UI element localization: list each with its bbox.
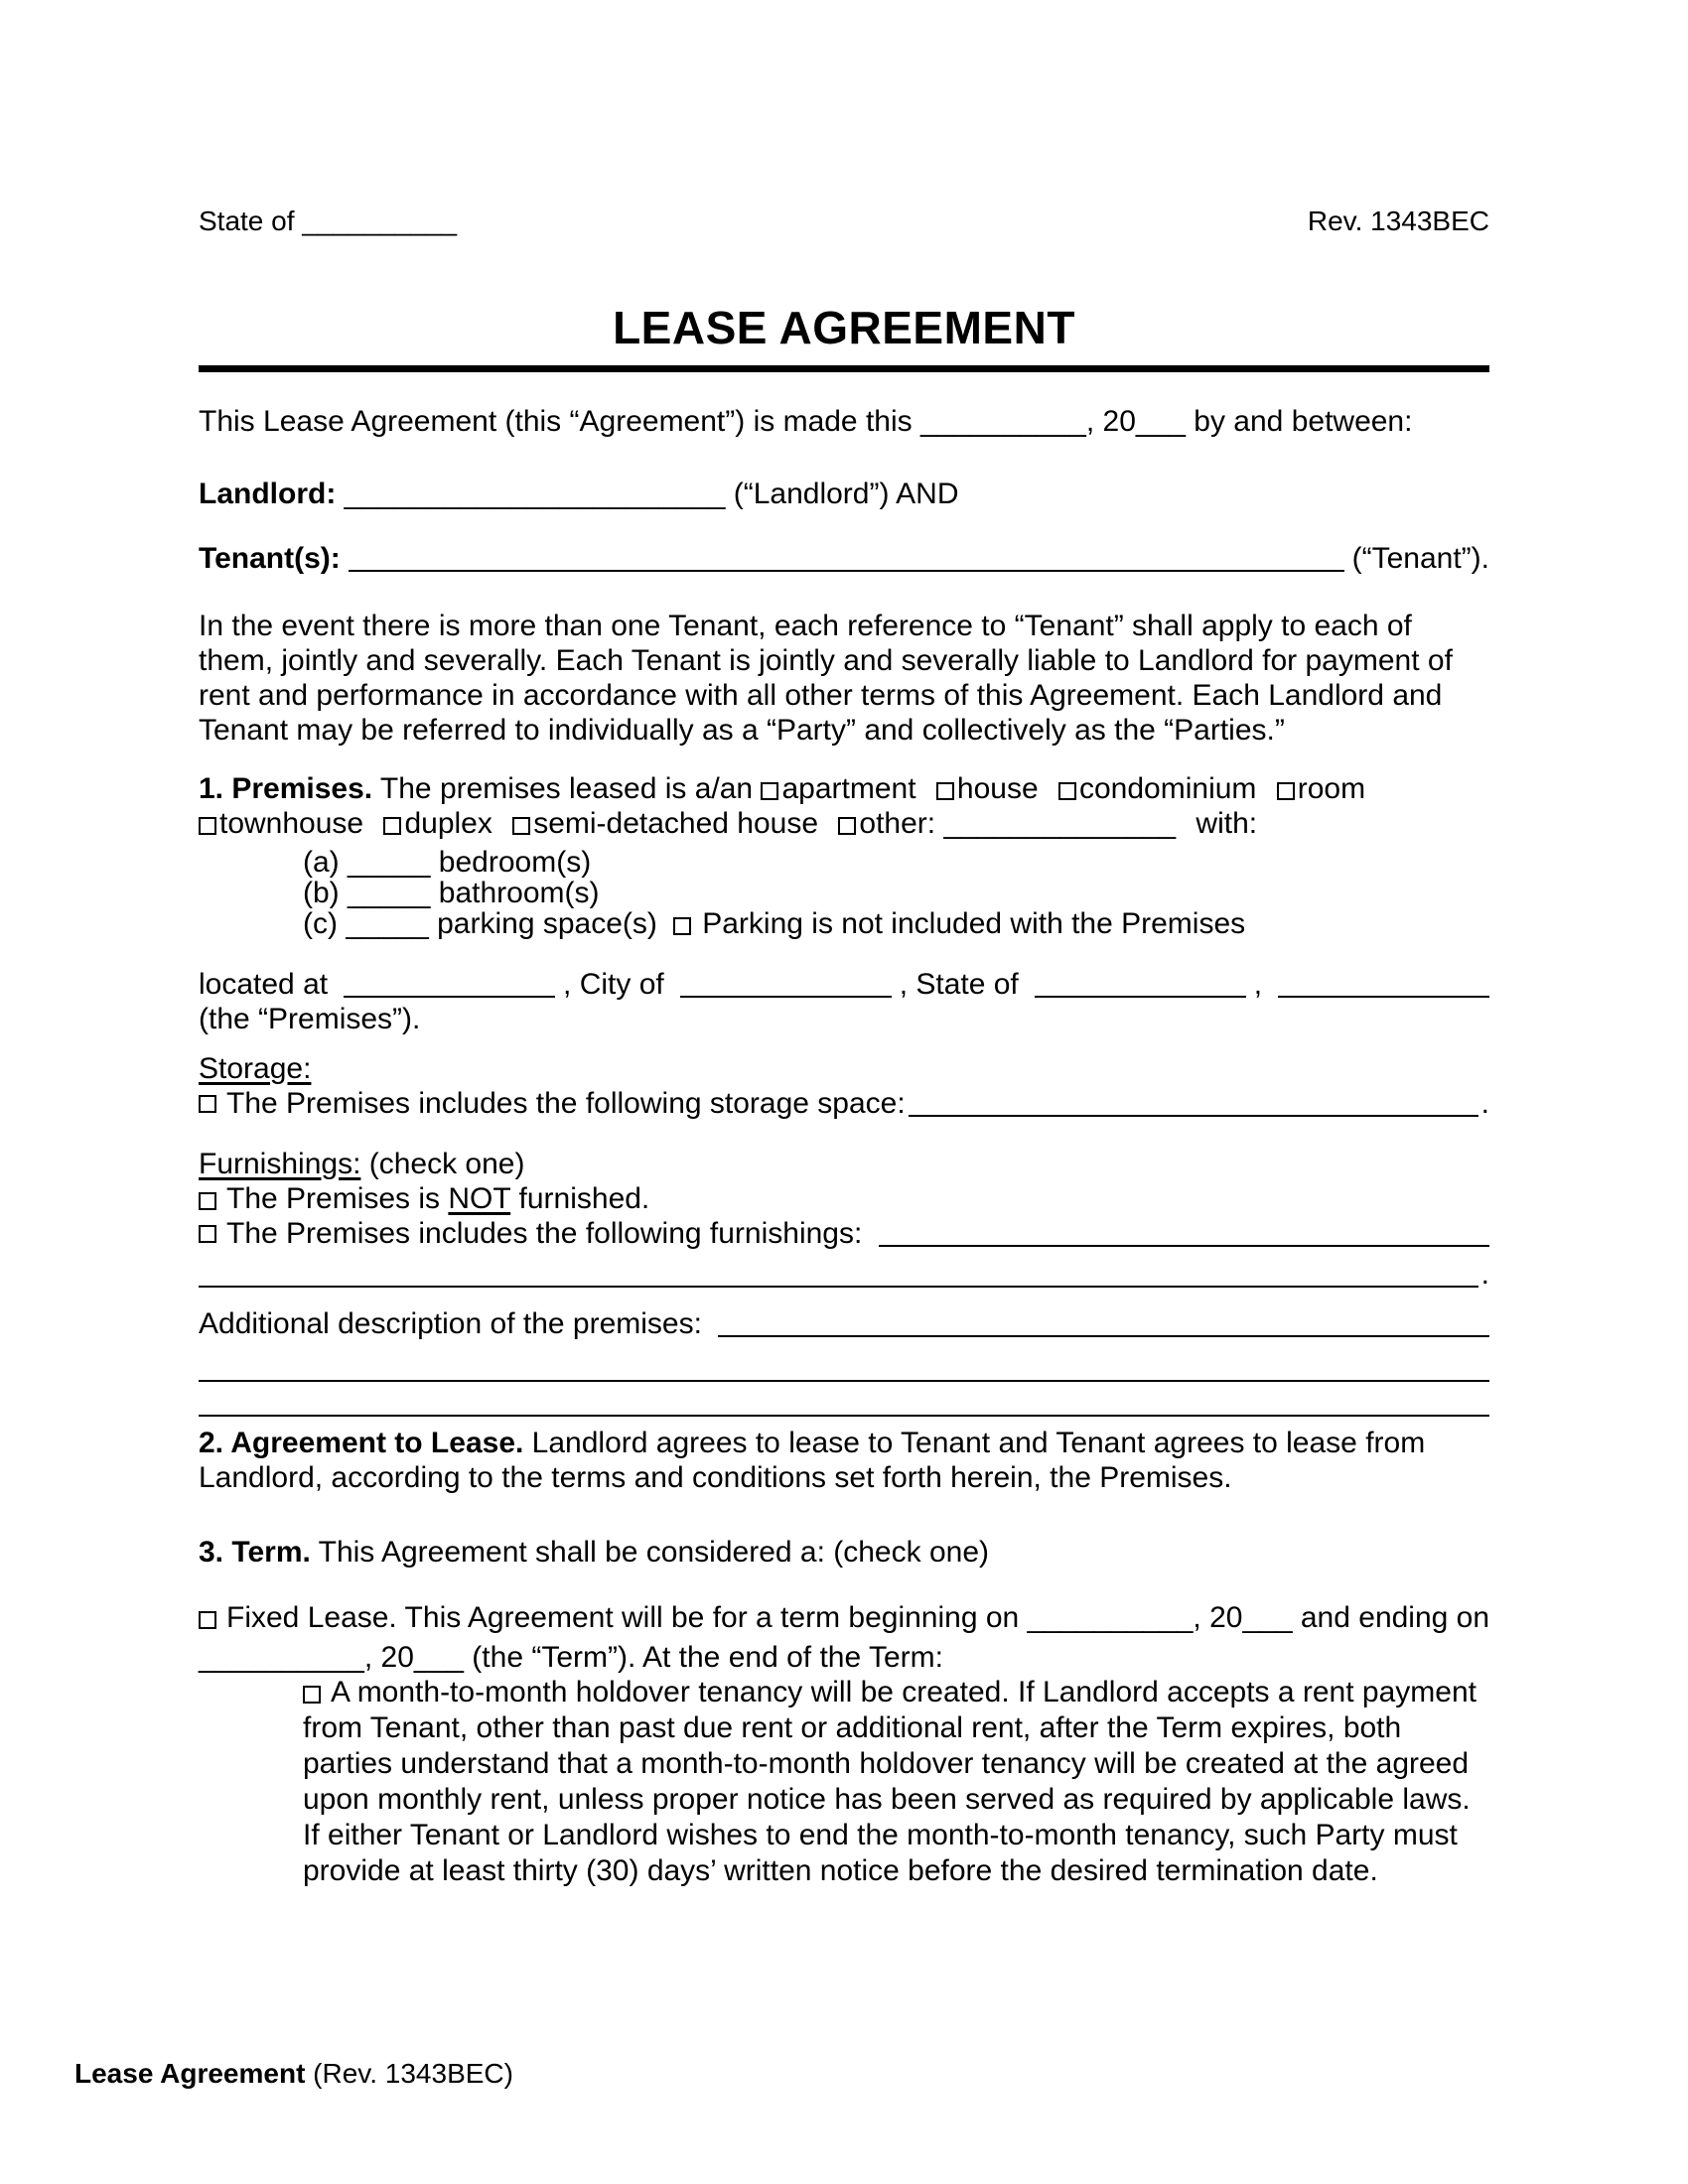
storage-heading	[199, 1051, 1489, 1086]
parking-item	[303, 908, 1489, 939]
holdover-text: A month-to-month holdover tenancy will be created. If Landlord accepts a rent payment from Tenant, other than past due rent or additional rent, after the Term expires, both parties understand that a month-to-month holdover tenancy will be created at the agreed upon monthly rent, unless proper notice has been served as required by applicable laws. If either Tenant or Landlord wishes to end the month-to-month tenancy, such Party must provide at least thirty (30) days’ written notice before the desired termination date.	[303, 1676, 1477, 1887]
not-furnished-line	[199, 1181, 1489, 1216]
tenant-label: Tenant(s):	[199, 542, 341, 575]
holdover-paragraph	[303, 1675, 1489, 1889]
storage-heading-text: Storage:	[199, 1052, 312, 1085]
landlord-label: Landlord:	[199, 478, 337, 510]
option-label-apartment: apartment	[781, 772, 916, 805]
premises-defined-line: (the “Premises”).	[199, 1003, 421, 1035]
premises-type-option-duplex	[383, 807, 492, 840]
additional-description-line	[199, 1306, 1489, 1341]
not-furnished-pre: The Premises is	[226, 1182, 449, 1215]
premises-type-option-townhouse	[199, 807, 363, 840]
parking-count-blank[interactable]: _____	[346, 907, 429, 940]
furnishings-list-blank-2[interactable]	[199, 1286, 1478, 1288]
term-text: This Agreement shall be considered a: (check one)	[310, 1536, 989, 1569]
parking-label: parking space(s)	[437, 907, 657, 940]
premises-section-paragraph	[199, 771, 1489, 841]
parking-not-included-label: Parking is not included with the Premises	[702, 907, 1246, 940]
term-heading: 3. Term.	[199, 1536, 311, 1569]
document-content	[199, 0, 1489, 1889]
additional-description-blank-1[interactable]	[718, 1335, 1489, 1337]
not-furnished-post: furnished.	[510, 1182, 650, 1215]
premises-lead: The premises leased is a/an	[379, 772, 754, 805]
storage-line	[199, 1086, 1489, 1121]
located-text-1: located at	[199, 968, 337, 1001]
option-label-house: house	[956, 772, 1039, 805]
premises-type-option-room	[1277, 772, 1365, 805]
lease-end-date-blank[interactable]: __________	[199, 1641, 364, 1674]
joint-liability-paragraph: In the event there is more than one Tenant, each reference to “Tenant” shall apply to each of them, jointly and severally. Each Tenant is jointly and severally liable to Landlord for payment of rent and performance in accordance with all other terms of this Agreement. Each Landlord and Tenant may be referred to individually as a “Party” and collectively as the “Parties.”	[199, 610, 1453, 747]
furnishings-continuation-period: .	[1480, 1258, 1489, 1291]
bedrooms-count-blank[interactable]: _____	[348, 846, 431, 879]
option-label-semi-detached: semi-detached house	[533, 807, 819, 840]
not-furnished-checkbox[interactable]	[199, 1192, 216, 1210]
furnishings-includes-text: The Premises includes the following furnishings:	[226, 1217, 871, 1250]
additional-description-blank-3[interactable]	[199, 1415, 1489, 1417]
semi-detached-house-checkbox[interactable]	[512, 817, 530, 835]
additional-description-blank-2[interactable]	[199, 1380, 1489, 1382]
located-line	[199, 967, 1489, 1002]
furnishings-list-blank[interactable]	[879, 1245, 1489, 1247]
title-divider	[199, 365, 1489, 372]
agreement-to-lease-text: Landlord agrees to lease to Tenant and Tenant agrees to lease from Landlord, according to the terms and conditions set forth herein, the Premises.	[199, 1427, 1426, 1494]
additional-description-blank-line	[199, 1351, 1489, 1386]
condominium-checkbox[interactable]	[1058, 782, 1076, 800]
premises-type-option-apartment	[761, 772, 915, 805]
storage-space-checkbox[interactable]	[199, 1095, 216, 1113]
state-name-blank[interactable]: __________	[302, 205, 458, 236]
fixed-lease-text-1: Fixed Lease. This Agreement will be for a term beginning on	[226, 1601, 1028, 1634]
agreement-to-lease-section	[199, 1426, 1489, 1495]
parking-not-included-checkbox[interactable]	[673, 917, 691, 935]
furnishings-continuation-line	[199, 1257, 1489, 1292]
landlord-post: (“Landlord”) AND	[725, 478, 959, 510]
fixed-lease-line-1	[199, 1600, 1489, 1635]
furnishings-includes-line	[199, 1216, 1489, 1251]
additional-description-label: Additional description of the premises:	[199, 1307, 711, 1340]
located-text-3: , State of	[899, 968, 1028, 1001]
intro-line	[199, 404, 1489, 439]
option-label-room: room	[1297, 772, 1366, 805]
lease-end-year-blank[interactable]: ___	[413, 1641, 464, 1674]
page-footer	[74, 2057, 513, 2091]
bathrooms-label: bathroom(s)	[438, 877, 600, 909]
street-address-blank[interactable]	[344, 996, 555, 998]
state-blank[interactable]	[1035, 996, 1246, 998]
term-section	[199, 1535, 1489, 1570]
agreement-year-blank[interactable]: ___	[1135, 405, 1186, 438]
fixed-lease-line-2	[199, 1640, 1489, 1675]
holdover-tenancy-checkbox[interactable]	[303, 1686, 321, 1704]
other-checkbox[interactable]	[838, 817, 856, 835]
house-checkbox[interactable]	[936, 782, 954, 800]
storage-period: .	[1480, 1087, 1489, 1120]
premises-heading: 1. Premises.	[199, 772, 373, 805]
room-checkbox[interactable]	[1277, 782, 1295, 800]
parking-prefix: (c)	[303, 907, 338, 940]
agreement-day-blank[interactable]: __________	[919, 405, 1086, 438]
premises-type-option-house	[936, 772, 1039, 805]
option-label-condominium: condominium	[1078, 772, 1257, 805]
landlord-name-blank[interactable]: _______________________	[344, 478, 726, 510]
document-header	[199, 204, 1489, 238]
tenant-names-blank[interactable]	[349, 570, 1344, 572]
option-label-duplex: duplex	[404, 807, 492, 840]
premises-type-option-condominium	[1058, 772, 1256, 805]
bathrooms-item	[303, 878, 1489, 908]
lease-start-year-blank[interactable]: ___	[1242, 1601, 1293, 1634]
furnishings-heading-line	[199, 1147, 1489, 1181]
fixed-lease-year2-prefix: , 20	[363, 1641, 414, 1674]
bedrooms-prefix: (a)	[303, 846, 340, 879]
bathrooms-prefix: (b)	[303, 877, 340, 909]
agreement-to-lease-heading: 2. Agreement to Lease.	[199, 1427, 524, 1459]
zip-blank[interactable]	[1278, 996, 1489, 998]
fixed-lease-text-2: and ending on	[1292, 1601, 1490, 1634]
page-title: LEASE AGREEMENT	[613, 302, 1075, 353]
state-of-label: State of	[199, 205, 303, 236]
townhouse-checkbox[interactable]	[199, 817, 216, 835]
fixed-lease-checkbox[interactable]	[199, 1611, 216, 1629]
premises-with-suffix: with:	[1196, 807, 1258, 840]
premises-type-option-other	[838, 807, 1176, 840]
footer-title: Lease Agreement	[74, 2058, 306, 2089]
footer-revision: (Rev. 1343BEC)	[305, 2058, 513, 2089]
located-text-4: ,	[1253, 968, 1271, 1001]
option-label-townhouse: townhouse	[219, 807, 364, 840]
apartment-checkbox[interactable]	[761, 782, 778, 800]
landlord-line	[199, 477, 1489, 511]
lease-start-date-blank[interactable]: __________	[1027, 1601, 1194, 1634]
additional-description-blank-line	[199, 1386, 1489, 1421]
intro-text-post: by and between:	[1185, 405, 1413, 438]
furnishings-heading-text: Furnishings:	[199, 1148, 361, 1180]
storage-line-text: The Premises includes the following storage space:	[226, 1087, 906, 1120]
premises-type-option-semi-detached	[512, 807, 818, 840]
duplex-checkbox[interactable]	[383, 817, 401, 835]
fixed-lease-text-3: (the “Term”). At the end of the Term:	[463, 1641, 943, 1674]
revision-label: Rev. 1343BEC	[1307, 205, 1489, 236]
furnishings-heading-suffix: (check one)	[360, 1148, 525, 1180]
bathrooms-count-blank[interactable]: _____	[348, 877, 431, 909]
tenant-post: (“Tenant”).	[1351, 542, 1489, 575]
fixed-lease-year1-prefix: , 20	[1193, 1601, 1243, 1634]
bedrooms-label: bedroom(s)	[438, 846, 592, 879]
located-text-2: , City of	[563, 968, 673, 1001]
premises-other-blank[interactable]: ______________	[943, 807, 1177, 840]
city-blank[interactable]	[680, 996, 892, 998]
tenant-line	[199, 541, 1489, 576]
intro-year-prefix: , 20	[1085, 405, 1136, 438]
furnishings-included-checkbox[interactable]	[199, 1225, 216, 1243]
intro-text-pre: This Lease Agreement (this “Agreement”) is made this	[199, 405, 920, 438]
not-word: NOT	[448, 1182, 511, 1215]
storage-space-blank[interactable]	[909, 1115, 1478, 1117]
option-label-other: other:	[859, 807, 936, 840]
bedrooms-item	[303, 847, 1489, 878]
state-of-line	[199, 204, 457, 238]
